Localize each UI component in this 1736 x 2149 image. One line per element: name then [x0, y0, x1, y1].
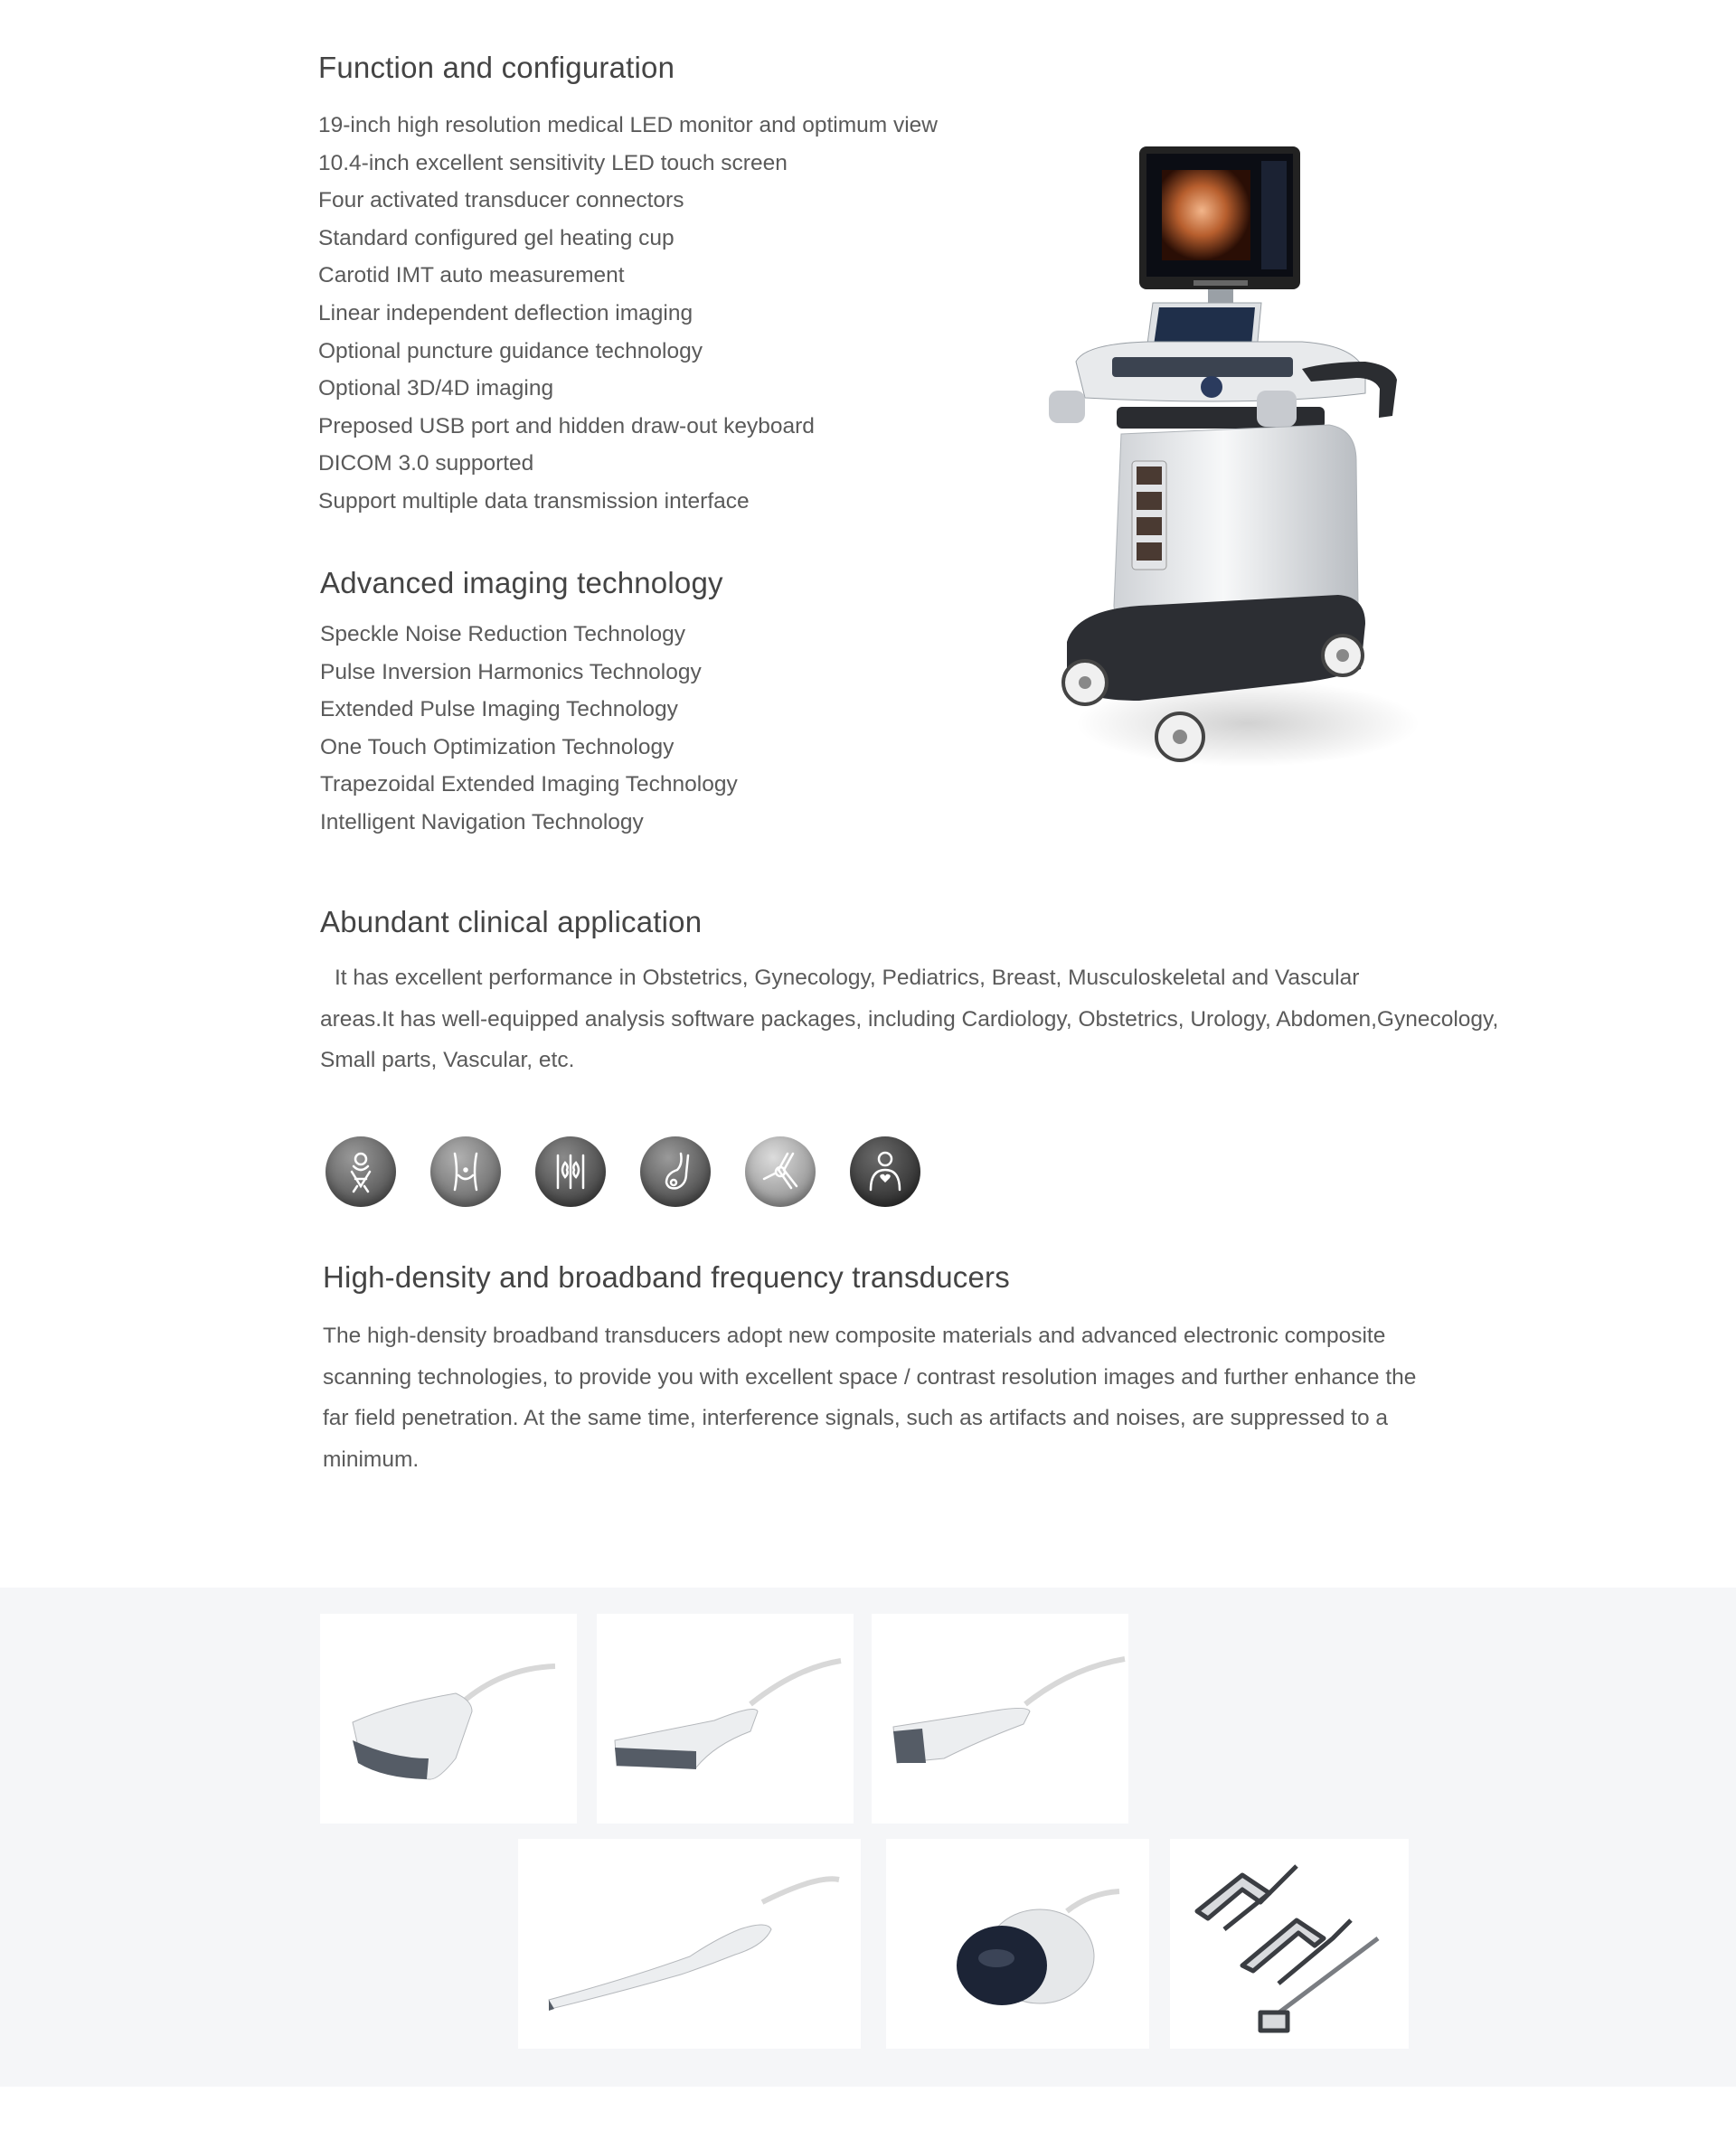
list-item: Trapezoidal Extended Imaging Technology	[320, 772, 738, 797]
list-item: Linear independent deflection imaging	[318, 300, 693, 325]
list-item: Standard configured gel heating cup	[318, 225, 675, 250]
list-item: 19-inch high resolution medical LED monitor and optimum view	[318, 113, 938, 137]
paragraph-line: areas.It has well-equipped analysis software packages, including Cardiology, Obstetrics, Urology, Abdomen,Gynecology,	[320, 1006, 1499, 1032]
list-item: Carotid IMT auto measurement	[318, 263, 625, 288]
endocavity-probe-image	[518, 1839, 861, 2049]
paragraph-line: The high-density broadband transducers adopt new composite materials and advanced electronic composite	[323, 1324, 1386, 1348]
fetus-icon	[326, 1136, 396, 1207]
function-config-list	[318, 107, 938, 521]
imaging-tech-title: Advanced imaging technology	[320, 566, 723, 599]
list-item: Optional puncture guidance technology	[318, 338, 703, 363]
list-item: DICOM 3.0 supported	[318, 451, 534, 476]
paragraph-line: It has excellent performance in Obstetrics, Gynecology, Pediatrics, Breast, Musculoskeletal and Vascular	[335, 966, 1360, 990]
paragraph-line: minimum.	[323, 1447, 420, 1472]
list-item: Four activated transducer connectors	[318, 188, 684, 213]
linear-probe-image	[597, 1614, 854, 1824]
linear-probe-small-image	[872, 1614, 1128, 1824]
imaging-tech-list	[320, 616, 738, 842]
volume-4d-probe-image	[886, 1839, 1149, 2049]
joint-icon	[745, 1136, 816, 1207]
list-item: Optional 3D/4D imaging	[318, 376, 554, 401]
list-item: Preposed USB port and hidden draw-out keyboard	[318, 413, 815, 438]
paragraph-line: far field penetration. At the same time, interference signals, such as artifacts and noises, are suppressed to a	[323, 1406, 1388, 1431]
convex-probe-image	[320, 1614, 577, 1824]
list-item: Speckle Noise Reduction Technology	[320, 622, 686, 646]
abdomen-icon	[430, 1136, 501, 1207]
clinical-title: Abundant clinical application	[320, 905, 703, 938]
clinical-paragraph	[320, 957, 1498, 1081]
stomach-icon	[640, 1136, 711, 1207]
list-item: Intelligent Navigation Technology	[320, 809, 644, 834]
function-config-title: Function and configuration	[318, 51, 675, 84]
ultrasound-machine-image	[1031, 136, 1429, 787]
transducers-paragraph	[323, 1315, 1416, 1480]
list-item: Extended Pulse Imaging Technology	[320, 697, 678, 722]
heart-person-icon	[850, 1136, 920, 1207]
paragraph-line: scanning technologies, to provide you with excellent space / contrast resolution images and further enhance the	[323, 1364, 1417, 1390]
list-item: One Touch Optimization Technology	[320, 734, 675, 759]
transducers-title: High-density and broadband frequency transducers	[323, 1260, 1010, 1294]
paragraph-line: Small parts, Vascular, etc.	[320, 1048, 575, 1073]
list-item: Support multiple data transmission interface	[318, 488, 750, 514]
list-item: Pulse Inversion Harmonics Technology	[320, 659, 702, 684]
probe-gallery	[0, 1588, 1736, 2087]
kidney-icon	[535, 1136, 606, 1207]
biopsy-brackets-image	[1170, 1839, 1409, 2049]
list-item: 10.4-inch excellent sensitivity LED touch screen	[318, 150, 788, 175]
